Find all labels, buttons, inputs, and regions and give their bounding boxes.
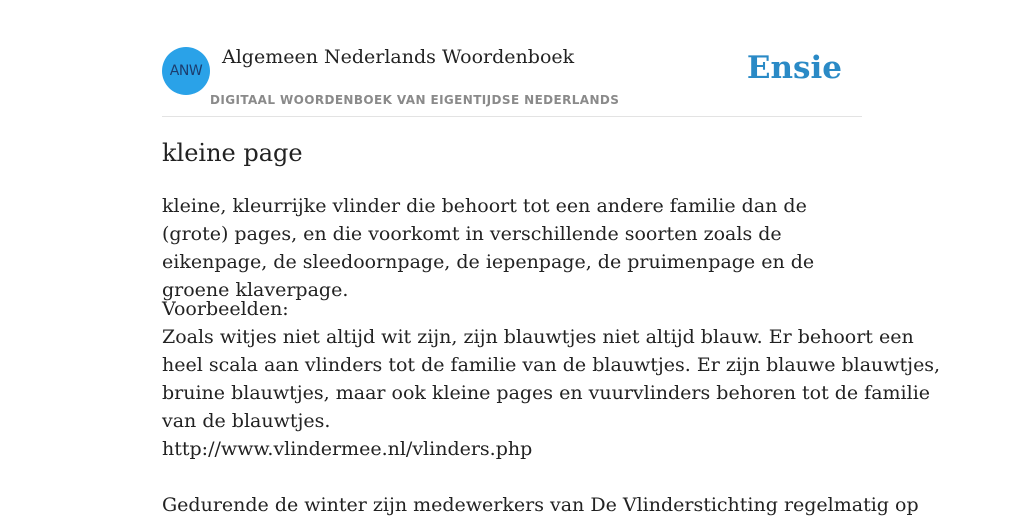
example-text-line: Zoals witjes niet altijd wit zijn, zijn blauwtjes niet altijd blauw. Er behoort een [162, 326, 914, 348]
example-text-line: heel scala aan vlinders tot de familie van de blauwtjes. Er zijn blauwe blauwtjes, [162, 354, 941, 376]
anw-logo-text: ANW [169, 63, 203, 79]
site-title[interactable]: Algemeen Nederlands Woordenboek [222, 46, 575, 68]
examples-label: Voorbeelden: [162, 298, 289, 320]
example-spacer [162, 463, 872, 491]
entry-definition: kleine, kleurrijke vlinder die behoort tot een andere familie dan de (grote) pages, en die voorkomt in verschillende soorten zoals de eikenpage, de sleedoornpage, de iepenpage, de pruimenpage en de groene klaverpage. [162, 195, 815, 301]
example-text-line: bruine blauwtjes, maar ook kleine pages en vuurvlinders behoren tot de familie [162, 382, 931, 404]
examples-section [162, 295, 941, 519]
example-text-line: van de blauwtjes. [162, 410, 331, 432]
site-subtitle: DIGITAAL WOORDENBOEK VAN EIGENTIJDSE NEDERLANDS [210, 93, 620, 107]
site-header [162, 0, 862, 117]
ensie-brand-link[interactable]: Ensie [746, 50, 842, 86]
entry-title: kleine page [162, 139, 303, 167]
page [162, 0, 941, 516]
example-source-link[interactable]: http://www.vlindermee.nl/vlinders.php [162, 438, 533, 460]
anw-logo[interactable] [162, 47, 210, 95]
example-text-line: Gedurende de winter zijn medewerkers van De Vlinderstichting regelmatig op [162, 494, 919, 516]
